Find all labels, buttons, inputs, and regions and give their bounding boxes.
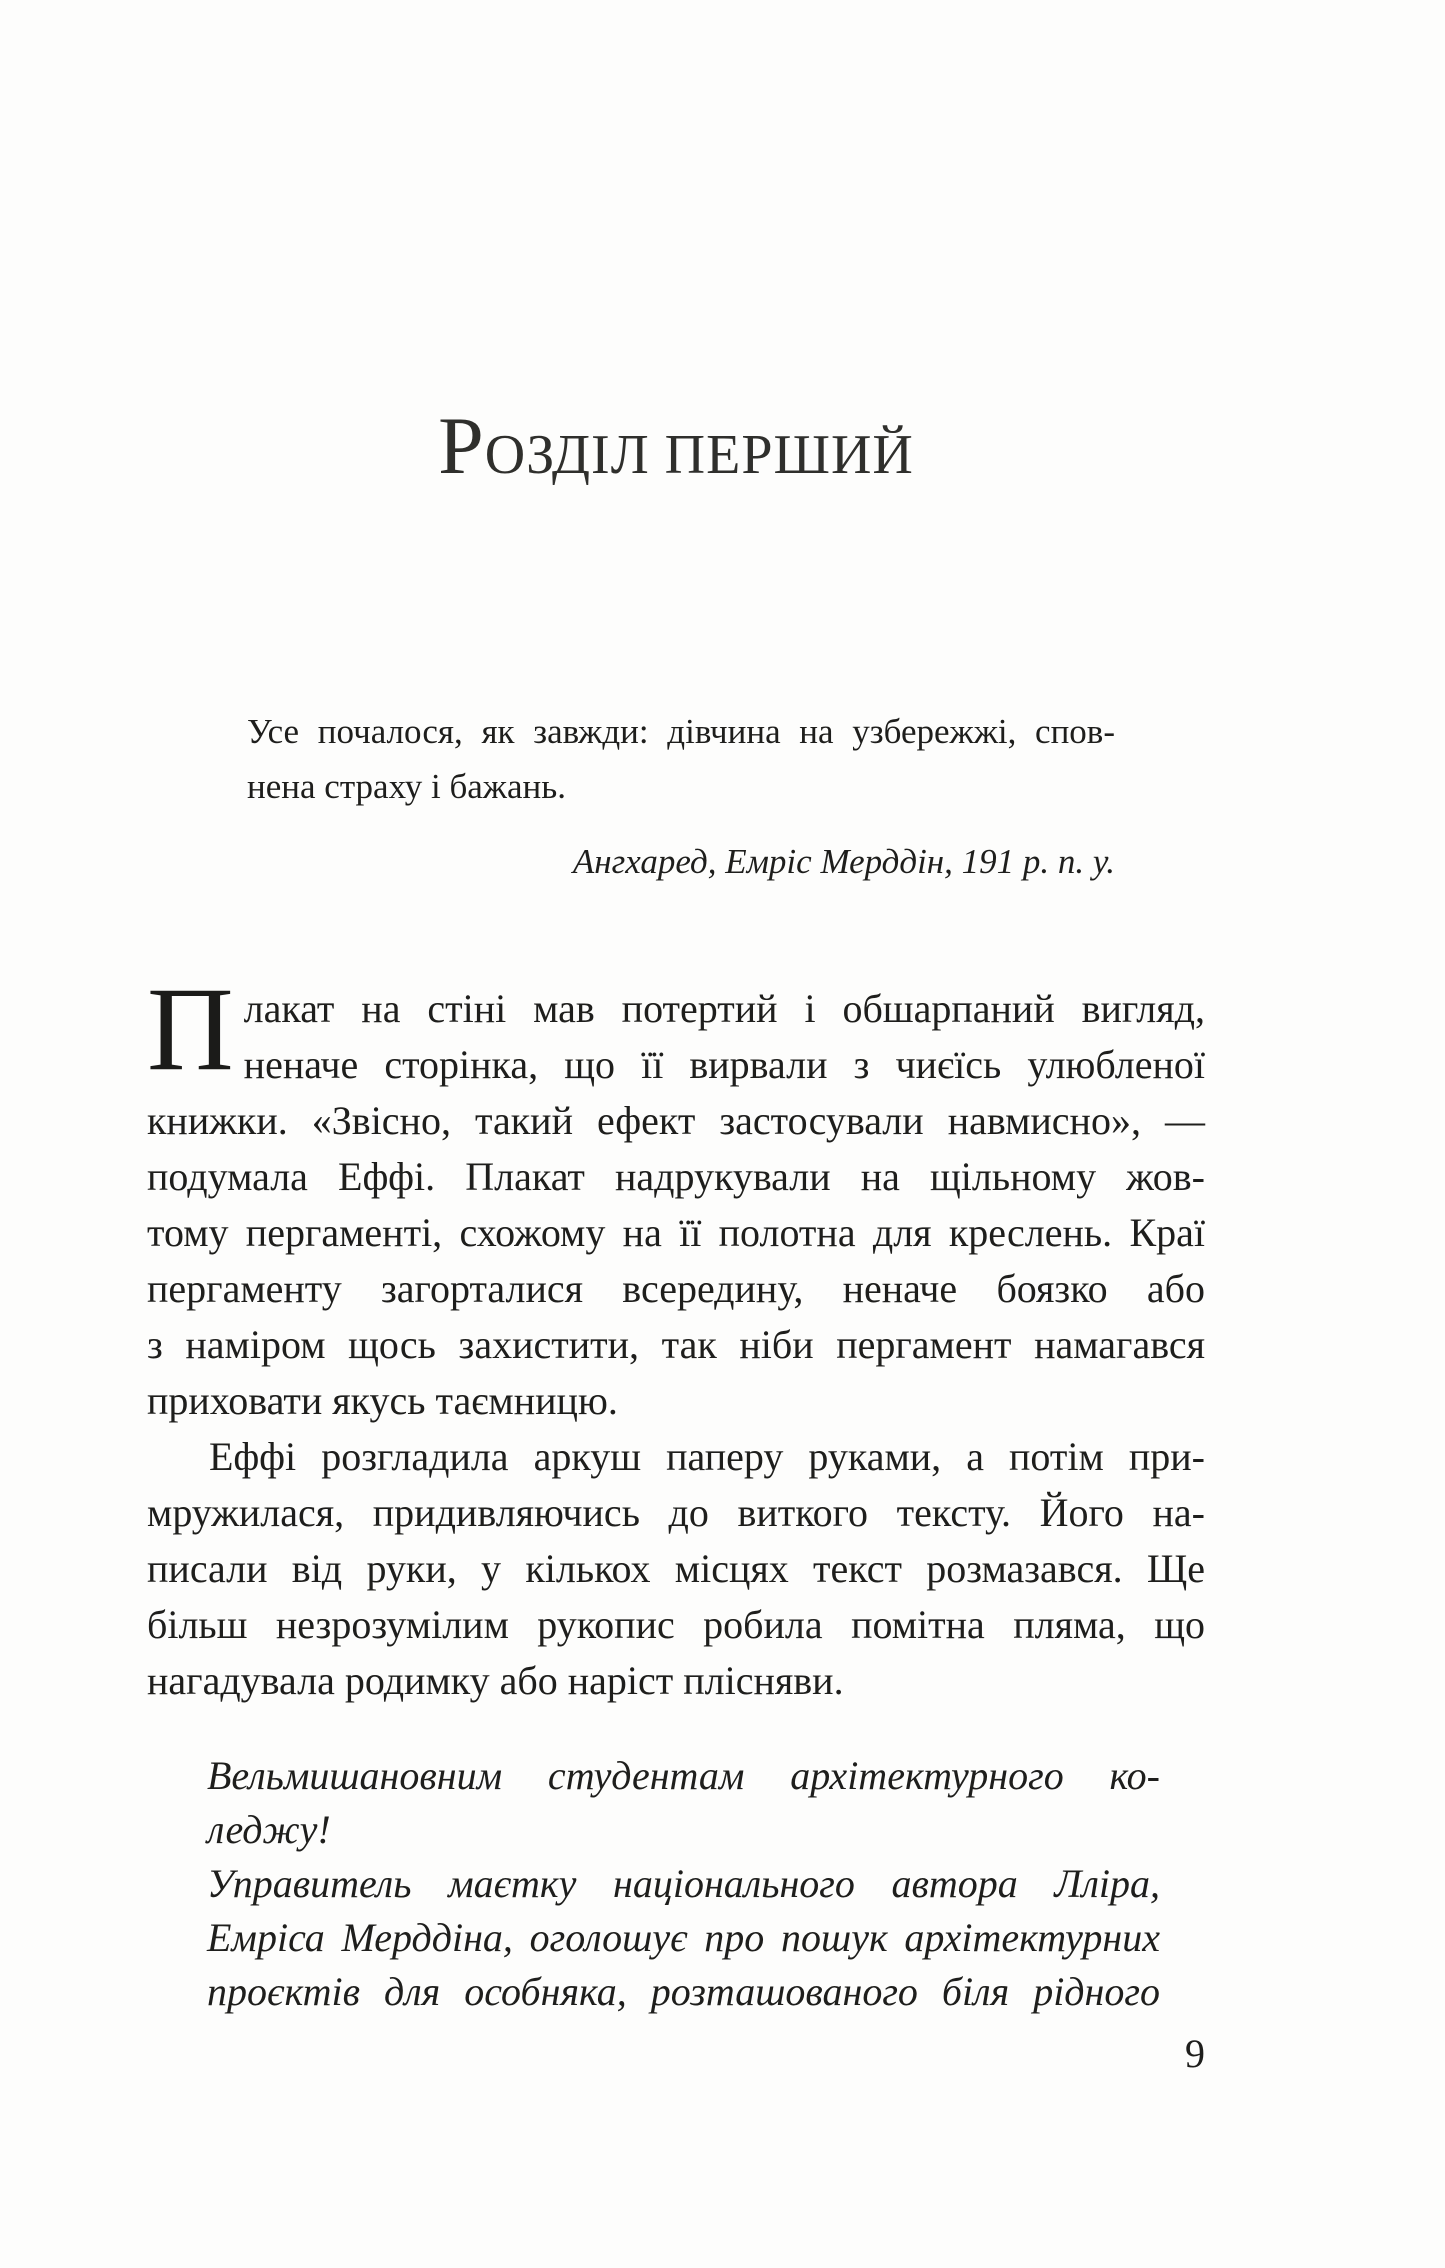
body-paragraph: [147, 962, 1205, 1429]
text-line: писали від руки, у кількох місцях текст розмазався. Ще: [147, 1546, 1205, 1591]
paragraph-lines: [147, 1429, 1205, 1709]
page-number: 9: [1185, 2031, 1205, 2076]
letter-line: Вельмишановним студентам архітектурного ко-: [207, 1753, 1160, 1798]
letter-line: Емріса Мерддіна, оголошує про пошук архітектурних: [207, 1915, 1160, 1960]
text-line: тому пергаменті, схожому на її полотна для креслень. Краї: [147, 1210, 1205, 1255]
epigraph-line: нена страху і бажань.: [247, 767, 566, 806]
text-line: неначе сторінка, що її вирвали з чиєїсь улюбленої: [243, 1042, 1205, 1087]
letter-line: Управитель маєтку національного автора Лліра,: [207, 1861, 1160, 1906]
epigraph-line: Усе почалося, як завжди: дівчина на узбережжі, спов-: [247, 712, 1115, 751]
text-line: з наміром щось захистити, так ніби пергамент намагався: [147, 1322, 1205, 1367]
body-text: [147, 962, 1205, 1709]
drop-cap: П: [147, 962, 234, 1095]
letter-block: [207, 1749, 1160, 2019]
text-line: мружилася, придивляючись до виткого тексту. Його на-: [147, 1490, 1205, 1535]
epigraph-lines: [247, 704, 1115, 814]
text-line: більш незрозумілим рукопис робила помітна пляма, що: [147, 1602, 1205, 1647]
text-line: книжки. «Звісно, такий ефект застосували навмисно», —: [147, 1098, 1205, 1143]
chapter-title: РОЗДІЛ ПЕРШИЙ: [438, 400, 914, 491]
paragraph-lines: [147, 962, 1205, 1429]
letter-lines: [207, 1749, 1160, 2019]
body-paragraph: [147, 1429, 1205, 1709]
text-block: [147, 0, 1205, 2019]
text-line: лакат на стіні мав потертий і обшарпаний вигляд,: [243, 986, 1205, 1031]
epigraph: [247, 704, 1115, 889]
letter-line: проєктів для особняка, розташованого біля рідного: [207, 1969, 1160, 2014]
text-line: нагадувала родимку або наріст плісняви.: [147, 1658, 844, 1703]
letter-line: леджу!: [207, 1807, 331, 1852]
epigraph-attribution: Ангхаред, Емріс Мерддін, 191 р. п. у.: [572, 842, 1115, 881]
text-line: Еффі розгладила аркуш паперу руками, а потім при-: [209, 1434, 1205, 1479]
text-line: приховати якусь таємницю.: [147, 1378, 618, 1423]
text-line: пергаменту загорталися всередину, неначе боязко або: [147, 1266, 1205, 1311]
text-line: подумала Еффі. Плакат надрукували на щільному жов-: [147, 1154, 1205, 1199]
